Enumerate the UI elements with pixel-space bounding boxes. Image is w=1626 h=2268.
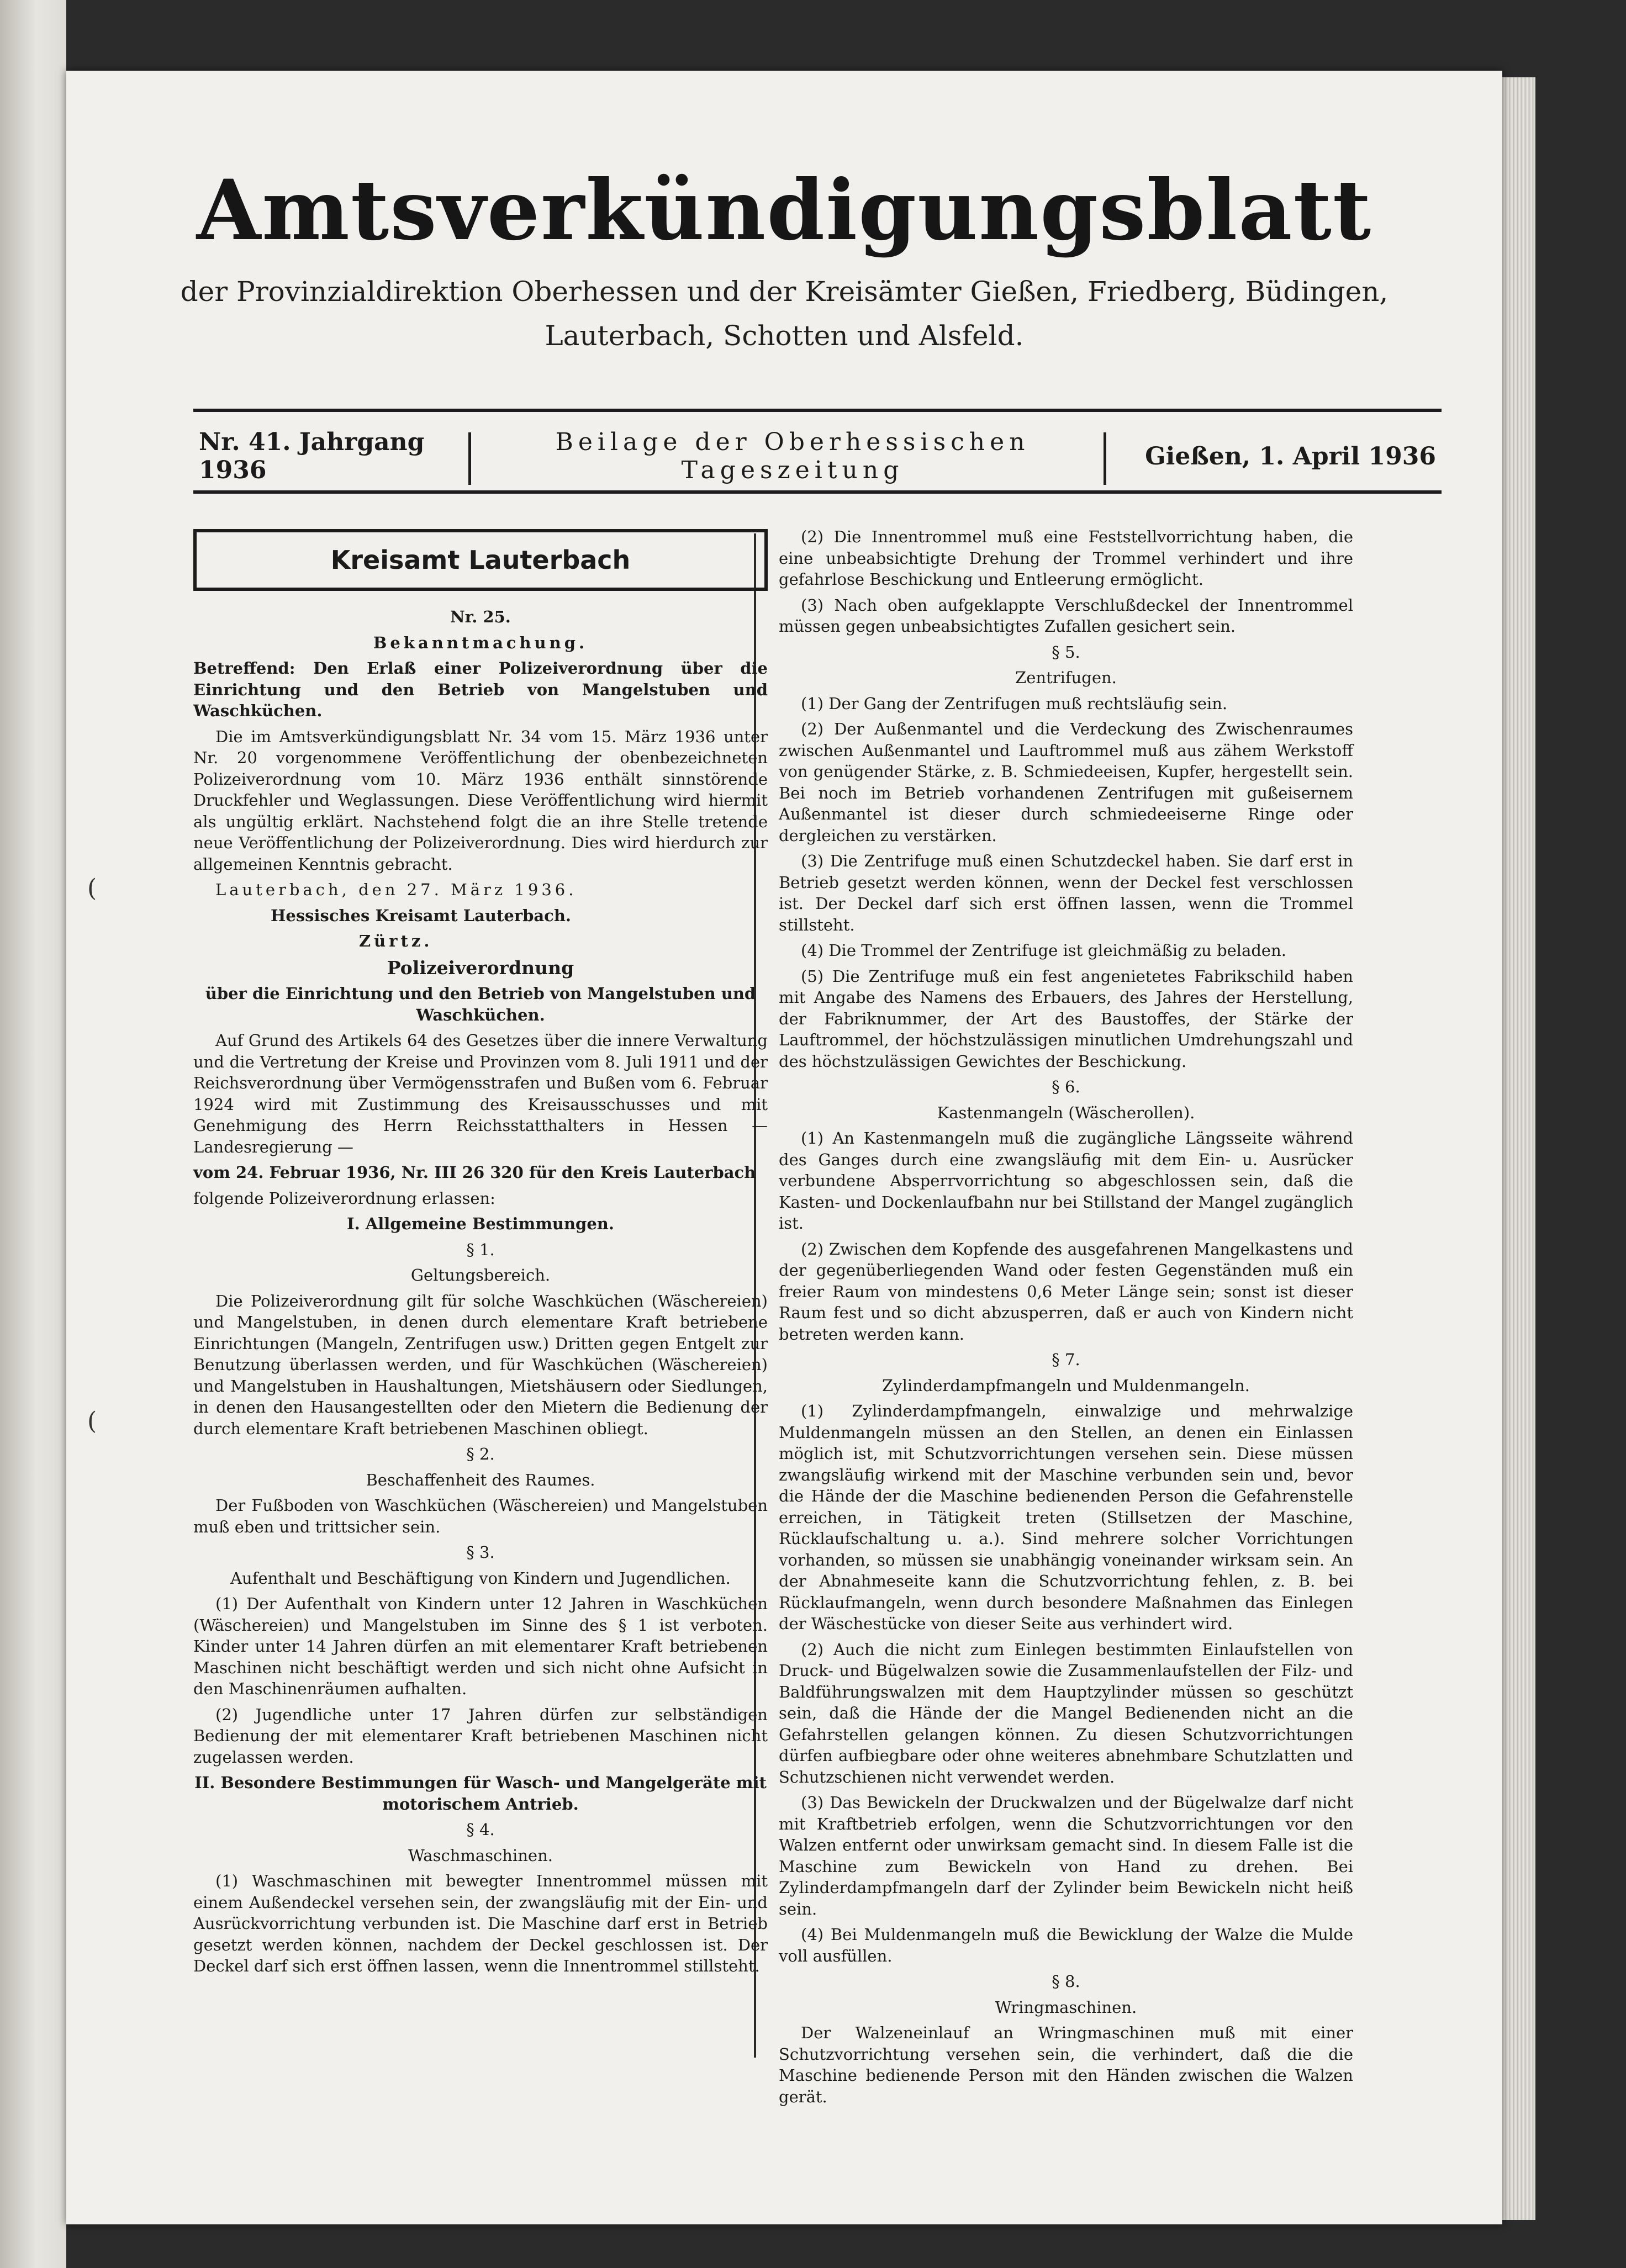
- paragraph-6-title: Kastenmangeln (Wäscherollen).: [937, 1103, 1195, 1122]
- margin-bracket-mark: (: [87, 1407, 97, 1435]
- paragraph-6-text-1: (1) An Kastenmangeln muß die zugängliche Längsseite während des Ganges durch eine zwangsläufig mit dem Ein- u. Ausrücker verbundene Absperrvorrichtung so abgeschlossen sein, daß die Kasten- und Dockenlaufbahn nur bei Stillstand der Mangel zugänglich ist.: [779, 1129, 1353, 1233]
- notice-number: Nr. 25.: [450, 607, 511, 626]
- ordinance-intro: Auf Grund des Artikels 64 des Gesetzes über die innere Verwaltung und die Vertretung der Kreise und Provinzen vom 8. Juli 1911 und der Reichsverordnung über Vermögensstrafen und Bußen vom 6. Februar 1924 wird mit Zustimmung des Kreisausschusses und mit Genehmigung des Herrn Reichsstatthalters in Hessen — Landesregierung —: [193, 1031, 768, 1156]
- paragraph-7-text-1: (1) Zylinderdampfmangeln, einwalzige und mehrwalzige Muldenmangeln müssen an den Stellen, an denen ein Einlassen möglich ist, mit Schutzvorrichtungen versehen sein. Diese müssen zwangsläufig wirkend mit der Maschine verbunden sein und, bevor die Hände der die Maschine bedienenden Person die Gefahrenstelle erreichen, in Tätigkeit treten (Stillsetzen der Maschine, Rücklaufschaltung u. a.). Sind mehrere solcher Vorrichtungen vorhanden, so müssen sie unabhängig voneinander wirksam sein. An der Abnahmeseite kann die Schutzvorrichtung fehlen, z. B. bei Rücklaufmangeln, wenn durch besondere Maßnahmen das Einlegen der Wäschestücke von dieser Seite aus verhindert wird.: [779, 1402, 1353, 1633]
- paragraph-3-title: Aufenthalt und Beschäftigung von Kindern und Jugendlichen.: [230, 1568, 731, 1588]
- paragraph-8-number: § 8.: [1052, 1972, 1080, 1991]
- paragraph-5-text-5: (5) Die Zentrifuge muß ein fest angenietetes Fabrikschild haben mit Angabe des Namens des Erbauers, des Jahres der Herstellung, der Fabriknummer, der Art des Baustoffes, der Stärke der Lauftrommel, der höchstzulässigen minutlichen Umdrehungszahl und des höchstzulässigen Gewichtes der Beschickung.: [779, 966, 1353, 1071]
- newspaper-page: [66, 71, 1502, 2224]
- paragraph-2-text: Der Fußboden von Waschküchen (Wäschereien) und Mangelstuben muß eben und trittsicher sein.: [193, 1496, 768, 1536]
- notice-signer: Zürtz.: [359, 932, 433, 950]
- issue-supplement: Beilage der Oberhessischen Tageszeitung: [555, 428, 1030, 484]
- paragraph-4-text-1: (1) Waschmaschinen mit bewegter Innentrommel müssen mit einem Außendeckel versehen sein, der zwangsläufig mit der Ein- und Ausrückvorrichtung verbunden ist. Die Maschine darf erst in Betrieb gesetzt werden können, nachdem der Deckel geschlossen ist. Der Deckel darf sich erst öffnen lassen, wenn die Innentrommel stillsteht.: [193, 1872, 768, 1975]
- ordinance-subtitle: über die Einrichtung und den Betrieb von Mangelstuben und Waschküchen.: [205, 984, 756, 1024]
- right-column: [779, 526, 1353, 2112]
- notice-date: Lauterbach, den 27. März 1936.: [215, 880, 577, 899]
- masthead-subtitle-line1: der Provinzialdirektion Oberhessen und der Kreisämter Gießen, Friedberg, Büdingen,: [180, 276, 1389, 308]
- ordinance-date: vom 24. Februar 1936, Nr. III 26 320 für den Kreis Lauterbach: [193, 1163, 756, 1182]
- paragraph-4-text-3: (3) Nach oben aufgeklappte Verschlußdeckel der Innentrommel müssen gegen unbeabsichtigtes Zufallen gesichert sein.: [779, 595, 1353, 636]
- facing-page-edge: [0, 0, 66, 2268]
- paragraph-3-text-1: (1) Der Aufenthalt von Kindern unter 12 Jahren in Waschküchen (Wäschereien) und Mangelstuben im Sinne des § 1 ist verboten. Kinder unter 14 Jahren dürfen an mit elementarer Kraft betriebenen Maschinen nicht beschäftigt werden und sich nicht ohne Aufsicht in den Maschinenräumen aufhalten.: [193, 1594, 768, 1698]
- paragraph-7-text-2: (2) Auch die nicht zum Einlegen bestimmten Einlaufstellen von Druck- und Bügelwalzen sowie die Zusammenlaufstellen der Filz- und Baldführungswalzen mit dem Hauptzylinder müssen so geschützt sein, daß die Hände der die Mangel Bedienenden nicht an die Gefahrstellen gelangen können. Zu diesen Schutzvorrichtungen dürfen aufbiegbare oder ohne weiteres abnehmbare Schutzlatten und Schutzschienen nicht verwendet werden.: [779, 1640, 1353, 1786]
- paragraph-3-text-2: (2) Jugendliche unter 17 Jahren dürfen zur selbständigen Bedienung der mit elementarer Kraft betriebenen Maschinen nicht zugelassen werden.: [193, 1705, 768, 1767]
- ordinance-follow: folgende Polizeiverordnung erlassen:: [193, 1188, 495, 1208]
- paragraph-6-number: § 6.: [1052, 1077, 1080, 1096]
- page-stack-edge: [1502, 77, 1535, 2220]
- paragraph-8-title: Wringmaschinen.: [995, 1997, 1137, 2017]
- issue-place-date: Gießen, 1. April 1936: [1145, 442, 1436, 470]
- top-rule: [193, 409, 1442, 412]
- paragraph-5-text-4: (4) Die Trommel der Zentrifuge ist gleichmäßig zu beladen.: [801, 941, 1286, 960]
- paragraph-5-number: § 5.: [1052, 642, 1080, 662]
- issue-bar: [199, 429, 1436, 484]
- section-box-title: Kreisamt Lauterbach: [193, 529, 768, 591]
- masthead-title: Amtsverkündigungsblatt: [196, 162, 1372, 259]
- paragraph-2-number: § 2.: [466, 1445, 495, 1463]
- bottom-rule: [193, 490, 1442, 494]
- paragraph-6-text-2: (2) Zwischen dem Kopfende des ausgefahrenen Mangelkastens und der gegenüberliegenden Wand oder festen Gegenständen muß ein freier Raum von mindestens 0,6 Meter Länge sein; sonst ist dieser Raum fest und so dicht abzusperren, daß er auch von Kindern nicht betreten werden kann.: [779, 1239, 1353, 1344]
- paragraph-5-text-3: (3) Die Zentrifuge muß einen Schutzdeckel haben. Sie darf erst in Betrieb gesetzt werden können, wenn der Deckel fest verschlossen ist. Der Deckel darf sich erst öffnen lassen, wenn die Trommel stillsteht.: [779, 852, 1353, 934]
- paragraph-7-text-3: (3) Das Bewickeln der Druckwalzen und der Bügelwalze darf nicht mit Kraftbetrieb erfolgen, wenn die Schutzvorrichtungen vor den Walzen entfernt oder unwirksam gemacht sind. In diesem Falle ist die Maschine zum Bewickeln von Hand zu drehen. Bei Zylinderdampfmangeln darf der Zylinder beim Bewickeln nicht heiß sein.: [779, 1793, 1353, 1918]
- paragraph-5-text-2: (2) Der Außenmantel und die Verdeckung des Zwischenraumes zwischen Außenmantel und Lauftrommel muß aus zähem Werkstoff von genügender Stärke, z. B. Schmiedeeisen, Kupfer, hergestellt sein. Bei noch im Betrieb vorhandenen Zentrifugen mit gußeisernem Außenmantel ist dieser durch schmiedeeiserne Ringe oder dergleichen zu verstärken.: [779, 720, 1353, 845]
- masthead-subtitle-line2: Lauterbach, Schotten und Alsfeld.: [545, 320, 1024, 352]
- paragraph-1-title: Geltungsbereich.: [410, 1266, 551, 1284]
- notice-authority: Hessisches Kreisamt Lauterbach.: [271, 906, 572, 925]
- paragraph-3-number: § 3.: [466, 1543, 495, 1562]
- section-heading-II: II. Besondere Bestimmungen für Wasch- und Mangelgeräte mit motorischem Antrieb.: [194, 1773, 767, 1814]
- paragraph-1-number: § 1.: [466, 1240, 495, 1259]
- issue-number: Nr. 41. Jahrgang 1936: [199, 428, 425, 484]
- paragraph-2-title: Beschaffenheit des Raumes.: [366, 1470, 595, 1489]
- paragraph-4-text-2: (2) Die Innentrommel muß eine Feststellvorrichtung haben, die eine unbeabsichtigte Drehung der Trommel verhindert und ihre gefahrlose Beschickung und Entleerung ermöglicht.: [779, 527, 1353, 589]
- paragraph-4-title: Waschmaschinen.: [408, 1846, 553, 1865]
- paragraph-7-number: § 7.: [1052, 1350, 1080, 1369]
- left-column: [193, 529, 768, 1981]
- notice-heading: Bekanntmachung.: [373, 633, 588, 652]
- paragraph-5-title: Zentrifugen.: [1015, 668, 1117, 687]
- notice-subject: Betreffend: Den Erlaß einer Polizeiverordnung über die Einrichtung und den Betrieb von Mangelstuben und Waschküchen.: [193, 659, 768, 720]
- margin-bracket-mark: (: [87, 874, 97, 902]
- paragraph-7-title: Zylinderdampfmangeln und Muldenmangeln.: [882, 1376, 1250, 1395]
- paragraph-1-text: Die Polizeiverordnung gilt für solche Waschküchen (Wäschereien) und Mangelstuben, in denen durch elementare Kraft betriebene Einrichtungen (Mangeln, Zentrifugen usw.) Dritten gegen Entgelt zur Benutzung überlassen werden, und für Waschküchen (Wäschereien) und Mangelstuben in Haushaltungen, Mietshäusern oder Siedlungen, in denen den Hausangestellten oder den Mietern die Bedienung der durch elementare Kraft betriebenen Maschinen obliegt.: [193, 1291, 768, 1438]
- paragraph-4-number: § 4.: [466, 1820, 495, 1839]
- paragraph-7-text-4: (4) Bei Muldenmangeln muß die Bewicklung der Walze die Mulde voll ausfüllen.: [779, 1925, 1353, 1965]
- paragraph-5-text-1: (1) Der Gang der Zentrifugen muß rechtsläufig sein.: [801, 694, 1228, 713]
- paragraph-8-text: Der Walzeneinlauf an Wringmaschinen muß mit einer Schutzvorrichtung versehen sein, die verhindert, daß die die Maschine bedienende Person mit den Händen zwischen die Walzen gerät.: [779, 2023, 1353, 2106]
- section-heading-I: I. Allgemeine Bestimmungen.: [347, 1214, 614, 1233]
- masthead-subtitle: [133, 269, 1436, 358]
- ordinance-title: Polizeiverordnung: [387, 956, 574, 979]
- notice-intro: Die im Amtsverkündigungsblatt Nr. 34 vom 15. März 1936 unter Nr. 20 vorgenommene Veröffentlichung der obenbezeichneten Polizeiverordnung vom 10. März 1936 enthält sinnstörende Druckfehler und Weglassungen. Diese Veröffentlichung wird hiermit als ungültig erklärt. Nachstehend folgt die an ihre Stelle tretende neue Veröffentlichung der Polizeiverordnung. Dies wird hierdurch zur allgemeinen Kenntnis gebracht.: [193, 727, 768, 874]
